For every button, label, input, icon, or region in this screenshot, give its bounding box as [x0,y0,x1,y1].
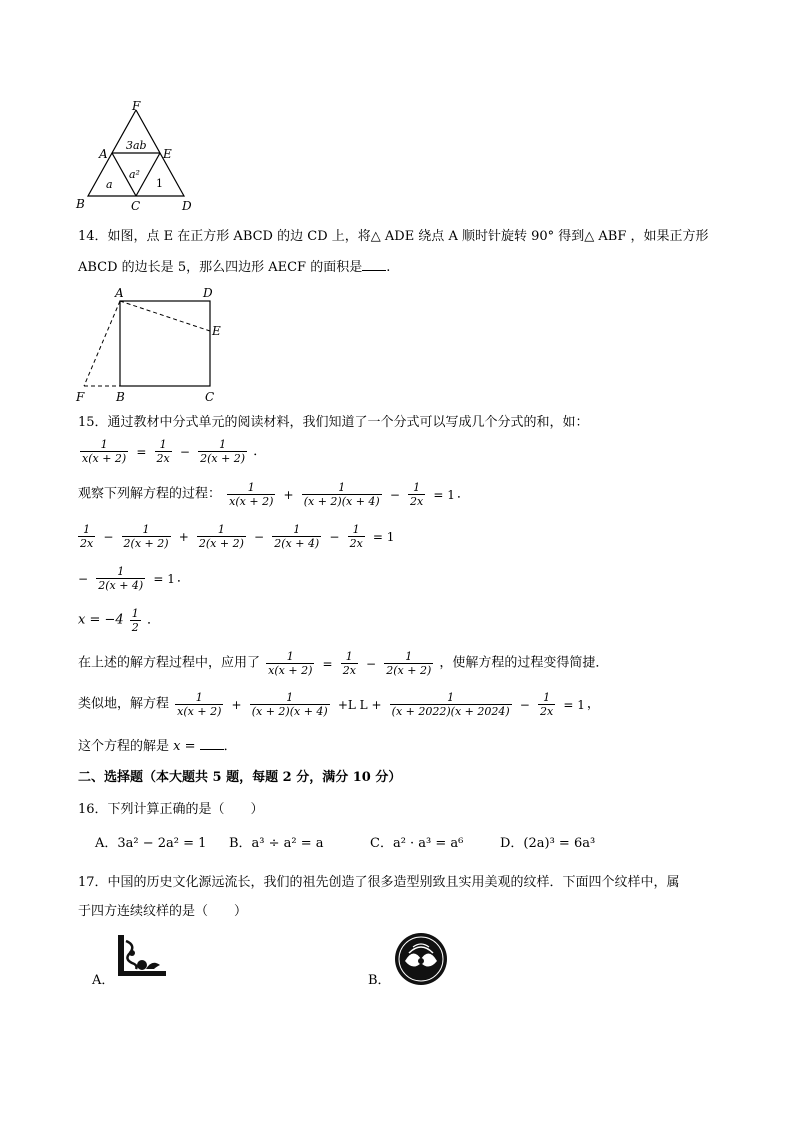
label-D: D [182,199,192,213]
sq-label-E: E [212,324,221,338]
q16-option-B[interactable]: B．a³ ÷ a² = a [229,836,324,851]
sq-label-C: C [205,390,215,404]
q15-step1: $\frac{1}{2x}$ − $\frac{1}{2(x + 2)}$ + $\frac{1}{2(x + 2)}$ − $\frac{1}{2(x + 4)}$ − $\frac{1}{2x}$ = 1 [80,523,395,550]
sq-label-B: B [116,390,125,404]
q16-stem: 16．下列计算正确的是（ ） [78,802,264,817]
q14-line1: 14．如图，点 E 在正方形 ABCD 的边 CD 上，将△ ADE 绕点 A 顺时针旋转 90° 得到△ ABF ，如果正方形 [78,229,709,244]
sq-label-A: A [115,286,124,300]
answer-blank[interactable] [362,258,386,271]
q16-option-C[interactable]: C．a² · a³ = a⁶ [370,836,464,851]
pattern-b-image [393,931,449,987]
label-C: C [131,199,141,213]
label-E: E [163,147,172,161]
q15-intro: 15．通过教材中分式单元的阅读材料，我们知道了一个分式可以写成几个分式的和，如： [78,415,589,430]
sq-label-F: F [76,390,85,404]
q15-answer-blank[interactable] [200,737,224,750]
sq-label-D: D [203,286,213,300]
q17-line2: 于四方连续纹样的是（ ） [78,904,248,919]
q15-identity: $\frac{1}{x(x + 2)}$ = $\frac{1}{2x}$ − $\frac{1}{2(x + 2)}$ ． [82,438,267,465]
region-center: a² [129,168,140,181]
q14-line2-text: ABCD 的边长是 5，那么四边形 AECF 的面积是 [78,260,363,275]
q15-observe: 观察下列解方程的过程： $\frac{1}{x(x + 2)}$ + $\frac{1}{(x + 2)(x + 4)}$ − $\frac{1}{2x}$ = 1 ． [78,481,470,508]
q15-answer: 这个方程的解是 x = ． [78,739,237,754]
square-figure [72,285,232,405]
q15-step3: x = −4 $\frac{1}{2}$ ． [78,607,160,634]
region-left: a [106,178,113,191]
section-2-heading: 二、选择题（本大题共 5 题，每题 2 分，满分 10 分） [78,770,402,785]
triangle-figure [74,98,204,213]
label-A: A [99,147,108,161]
label-F: F [132,99,141,113]
q17-option-B[interactable]: B． [368,973,391,988]
q17-line1: 17．中国的历史文化源远流长，我们的祖先创造了很多造型别致且实用美观的纹样．下面四个纹样中，属 [78,875,680,890]
q15-step2: − $\frac{1}{2(x + 4)}$ = 1 ． [78,565,190,592]
q17-option-A[interactable]: A． [92,973,115,988]
q15-similar: 类似地，解方程 $\frac{1}{x(x + 2)}$ + $\frac{1}{(x + 2)(x + 4)}$ +L L + $\frac{1}{(x + 2022)(x + 2024)}$ − $\frac{1}{2x}$ = 1 ， [78,691,600,718]
label-B: B [76,197,85,211]
q16-option-A[interactable]: A．3a² − 2a² = 1 [95,836,207,851]
pattern-a-image [116,933,168,979]
q14-period: . [386,260,391,275]
region-top: 3ab [126,139,147,152]
region-right: 1 [156,177,163,190]
q15-applied: 在上述的解方程过程中，应用了 $\frac{1}{x(x + 2)}$ = $\frac{1}{2x}$ − $\frac{1}{2(x + 2)}$ ，使解方程的过程变得简捷． [78,650,609,677]
q16-option-D[interactable]: D．(2a)³ = 6a³ [500,836,596,851]
q14-line2 [78,258,390,277]
